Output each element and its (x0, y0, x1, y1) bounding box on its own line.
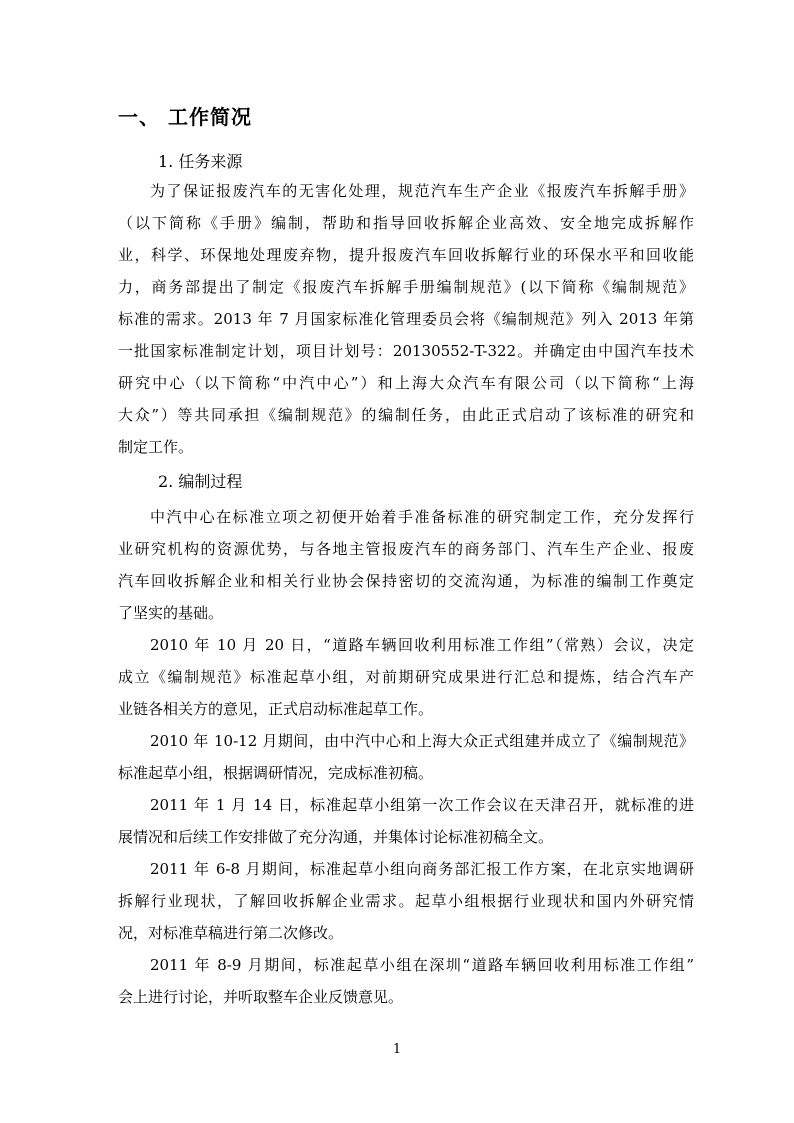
text-line: 业，科学、环保地处理废弃物，提升报废汽车回收拆解行业的环保水平和回收能 (118, 246, 694, 264)
text-line: 汽车回收拆解企业和相关行业协会保持密切的交流沟通，为标准的编制工作奠定 (118, 572, 694, 590)
text-line: 拆解行业现状，了解回收拆解企业需求。起草小组根据行业现状和国内外研究情 (118, 892, 694, 910)
subsection-heading-task-source: 1. 任务来源 (158, 152, 243, 171)
text-line: 2010 年 10 月 20 日，“道路车辆回收利用标准工作组”（常熟）会议，决定 (150, 636, 694, 654)
text-line: 2011 年 1 月 14 日，标准起草小组第一次工作会议在天津召开，就标准的进 (150, 796, 694, 814)
paragraph-2011-jan-14 (118, 789, 694, 853)
text-line: 展情况和后续工作安排做了充分沟通，并集体讨论标准初稿全文。 (118, 828, 554, 846)
text-line: 成立《编制规范》标准起草小组，对前期研究成果进行汇总和提炼，结合汽车产 (118, 668, 694, 686)
text-line: 2011 年 8-9 月期间，标准起草小组在深圳“道路车辆回收利用标准工作组” (150, 956, 694, 974)
subsection-heading-drafting-process: 2. 编制过程 (158, 472, 243, 491)
text-line: 业研究机构的资源优势，与各地主管报废汽车的商务部门、汽车生产企业、报废 (118, 540, 694, 558)
text-line: 况，对标准草稿进行第二次修改。 (118, 924, 344, 942)
text-line: 业链各相关方的意见，正式启动标准起草工作。 (118, 700, 434, 718)
text-line: 中汽中心在标准立项之初便开始着手准备标准的研究制定工作，充分发挥行 (150, 508, 694, 526)
text-line: 研究中心（以下简称“中汽中心”）和上海大众汽车有限公司（以下简称“上海 (118, 374, 694, 392)
paragraph-2011-aug-sep (118, 949, 694, 1013)
text-line: 标准的需求。2013 年 7 月国家标准化管理委员会将《编制规范》列入 2013 年第 (118, 310, 694, 328)
paragraph-2010-oct-dec (118, 725, 694, 789)
text-line: （以下简称《手册》编制，帮助和指导回收拆解企业高效、安全地完成拆解作 (118, 214, 694, 232)
section-title: 一、 工作简况 (118, 105, 252, 129)
text-line: 2010 年 10-12 月期间，由中汽中心和上海大众正式组建并成立了《编制规范》 (150, 732, 694, 750)
text-line: 力，商务部提出了制定《报废汽车拆解手册编制规范》(以下简称《编制规范》 (118, 278, 694, 296)
text-line: 会上进行讨论，并听取整车企业反馈意见。 (118, 988, 404, 1006)
paragraph-task-source (118, 175, 694, 463)
paragraph-drafting-intro (118, 501, 694, 629)
text-line: 标准起草小组，根据调研情况，完成标准初稿。 (118, 764, 434, 782)
paragraph-2010-oct-20 (118, 629, 694, 725)
text-line: 了坚实的基础。 (118, 604, 224, 622)
text-line: 大众”）等共同承担《编制规范》的编制任务，由此正式启动了该标准的研究和 (118, 406, 694, 424)
paragraph-2011-jun-aug (118, 853, 694, 949)
page-number: 1 (392, 1042, 402, 1057)
text-line: 2011 年 6-8 月期间，标准起草小组向商务部汇报工作方案，在北京实地调研 (150, 860, 694, 878)
text-line: 制定工作。 (118, 438, 194, 456)
text-line: 一批国家标准制定计划，项目计划号：20130552-T-322。并确定由中国汽车技术 (118, 342, 694, 360)
text-line: 为了保证报废汽车的无害化处理，规范汽车生产企业《报废汽车拆解手册》 (150, 182, 694, 200)
